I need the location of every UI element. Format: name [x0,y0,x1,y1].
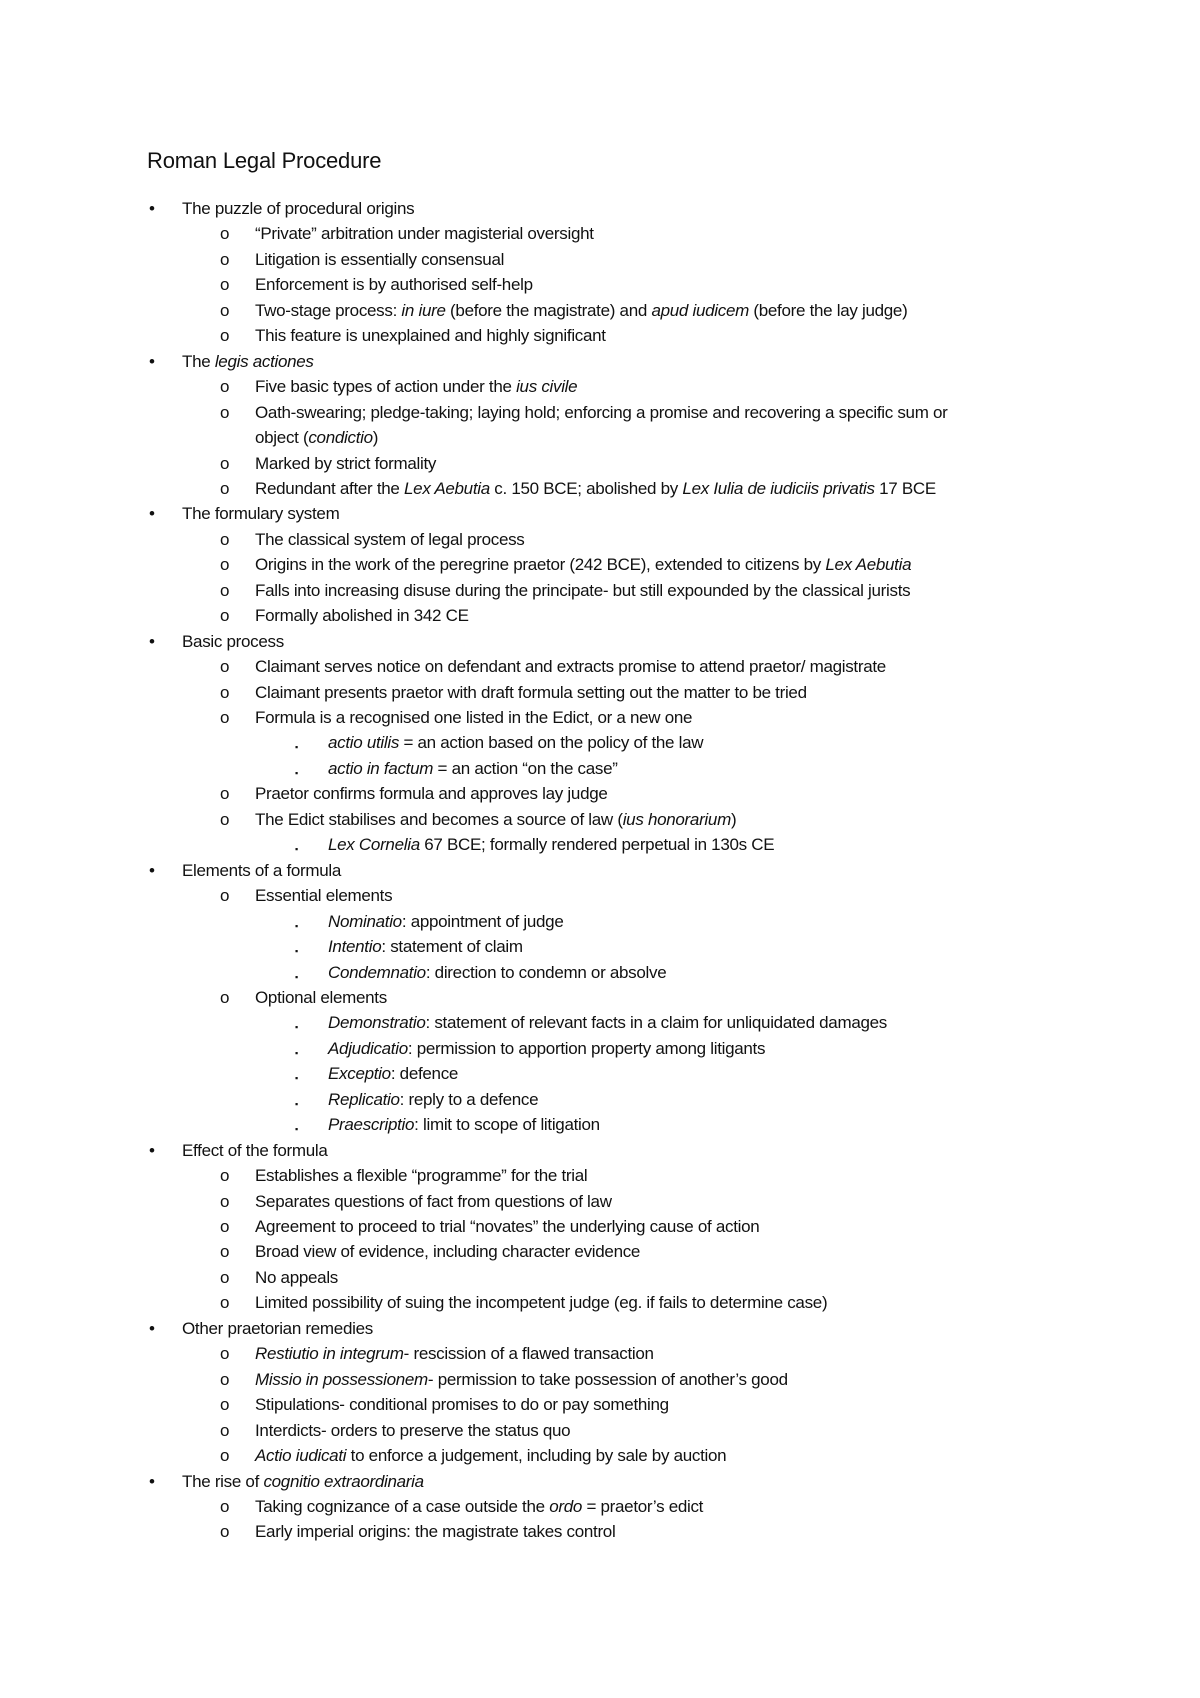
italic-text: Praescriptio [328,1115,415,1134]
outline-item-level-2 [255,1495,703,1519]
square-bullet-marker: ▪ [295,1048,299,1058]
italic-text: Lex Iulia de iudiciis privatis [682,479,875,498]
outline-item-level-2 [255,1444,726,1468]
sub-bullet-marker: o [220,581,230,600]
outline-item-level-2 [255,553,911,577]
text-segment: The classical system of legal process [255,530,525,549]
sub-bullet-marker: o [220,479,230,498]
italic-text: ordo [549,1497,583,1516]
sub-bullet-marker: o [220,326,230,345]
text-segment: Taking cognizance of a case outside the [255,1497,550,1516]
italic-text: Restiutio in integrum [255,1344,404,1363]
text-segment: Redundant after the [255,479,405,498]
sub-bullet-marker: o [220,810,230,829]
text-segment: c. 150 BCE; abolished by [489,479,683,498]
text-segment: Essential elements [255,886,393,905]
outline-item-level-2 [255,1164,587,1188]
outline-item-level-2 [255,248,504,272]
text-segment: ) [372,428,379,447]
outline-item-level-2 [255,1342,654,1366]
sub-bullet-marker: o [220,1497,230,1516]
italic-text: Lex Cornelia [328,835,420,854]
outline-item-level-3 [328,1037,765,1061]
sub-bullet-marker: o [220,1242,230,1261]
outline-item-level-3 [328,1011,887,1035]
outline-item-level-2 [255,986,387,1010]
text-segment: Claimant serves notice on defendant and extracts promise to attend praetor/ magistrate [255,657,886,676]
outline-item-level-1 [182,502,339,526]
text-segment: : defence [390,1064,459,1083]
outline-item-level-3 [328,731,703,755]
text-segment: : statement of claim [381,937,523,956]
outline-item-level-2 [255,324,606,348]
bullet-marker: • [149,1141,155,1160]
sub-bullet-marker: o [220,1192,230,1211]
sub-bullet-marker: o [220,1293,230,1312]
text-segment: Other praetorian remedies [182,1319,373,1338]
outline-item-level-2 [255,401,948,425]
outline-item-level-2 [255,655,886,679]
outline-item-level-2 [255,452,436,476]
text-segment: Falls into increasing disuse during the principate- but still expounded by the classical jurists [255,581,911,600]
italic-text: condictio [308,428,373,447]
text-segment: Stipulations- conditional promises to do or pay something [255,1395,669,1414]
text-segment: ) [730,810,737,829]
bullet-marker: • [149,632,155,651]
outline-item-level-3 [328,935,523,959]
square-bullet-marker: ▪ [295,742,299,752]
outline-item-level-3 [328,833,774,857]
sub-bullet-marker: o [220,1166,230,1185]
text-segment: object ( [255,428,309,447]
square-bullet-marker: ▪ [295,1022,299,1032]
italic-text: apud iudicem [651,301,749,320]
text-segment: : permission to apportion property among litigants [407,1039,766,1058]
text-segment: : direction to condemn or absolve [425,963,667,982]
text-segment: Interdicts- orders to preserve the status quo [255,1421,571,1440]
outline-item-level-2 [255,426,378,450]
outline-item-level-2 [255,1368,788,1392]
text-segment: 67 BCE; formally rendered perpetual in 130s CE [419,835,775,854]
sub-bullet-marker: o [220,1268,230,1287]
text-segment: Early imperial origins: the magistrate takes control [255,1522,616,1541]
square-bullet-marker: ▪ [295,1124,299,1134]
sub-bullet-marker: o [220,606,230,625]
outline-item-level-3 [328,757,618,781]
outline-item-level-2 [255,782,608,806]
outline-item-level-2 [255,1291,827,1315]
italic-text: Lex Aebutia [825,555,912,574]
text-segment: Marked by strict formality [255,454,437,473]
text-segment: No appeals [255,1268,339,1287]
sub-bullet-marker: o [220,1421,230,1440]
text-segment: : limit to scope of litigation [414,1115,600,1134]
text-segment: This feature is unexplained and highly significant [255,326,606,345]
outline-item-level-1 [182,859,341,883]
text-segment: - rescission of a flawed transaction [403,1344,654,1363]
sub-bullet-marker: o [220,1522,230,1541]
outline-item-level-2 [255,706,692,730]
outline-item-level-2 [255,273,533,297]
italic-text: Intentio [328,937,382,956]
text-segment: Formula is a recognised one listed in the Edict, or a new one [255,708,693,727]
text-segment: = an action “on the case” [433,759,618,778]
outline-item-level-2 [255,222,594,246]
text-segment: to enforce a judgement, including by sale by auction [346,1446,727,1465]
square-bullet-marker: ▪ [295,1073,299,1083]
outline-item-level-3 [328,1088,538,1112]
bullet-marker: • [149,352,155,371]
sub-bullet-marker: o [220,683,230,702]
text-segment: Optional elements [255,988,387,1007]
page-title: Roman Legal Procedure [147,148,382,173]
sub-bullet-marker: o [220,1344,230,1363]
text-segment: Formally abolished in 342 CE [255,606,469,625]
text-segment: The formulary system [182,504,340,523]
text-segment: (before the magistrate) and [445,301,652,320]
outline-item-level-1 [182,1317,373,1341]
text-segment: “Private” arbitration under magisterial oversight [255,224,594,243]
outline-item-level-1 [182,630,284,654]
text-segment: Agreement to proceed to trial “novates” the underlying cause of action [255,1217,760,1236]
sub-bullet-marker: o [220,530,230,549]
sub-bullet-marker: o [220,657,230,676]
text-segment: Enforcement is by authorised self-help [255,275,533,294]
italic-text: in iure [401,301,446,320]
text-segment: (before the lay judge) [748,301,908,320]
outline-item-level-2 [255,1190,612,1214]
text-segment: The [182,352,215,371]
sub-bullet-marker: o [220,784,230,803]
sub-bullet-marker: o [220,377,230,396]
outline-item-level-2 [255,1419,570,1443]
text-segment: Origins in the work of the peregrine praetor (242 BCE), extended to citizens by [255,555,826,574]
outline-item-level-3 [328,1062,458,1086]
italic-text: legis actiones [214,352,314,371]
outline-item-level-2 [255,1215,759,1239]
text-segment: : appointment of judge [401,912,564,931]
sub-bullet-marker: o [220,708,230,727]
text-segment: The Edict stabilises and becomes a source of law ( [255,810,623,829]
text-segment: The rise of [182,1472,264,1491]
text-segment: Effect of the formula [182,1141,328,1160]
text-segment: = an action based on the policy of the law [399,733,704,752]
text-segment: : reply to a defence [399,1090,539,1109]
outline-item-level-2 [255,604,469,628]
sub-bullet-marker: o [220,886,230,905]
text-segment: : statement of relevant facts in a claim for unliquidated damages [425,1013,887,1032]
italic-text: Nominatio [328,912,402,931]
bullet-marker: • [149,504,155,523]
italic-text: Adjudicatio [328,1039,408,1058]
square-bullet-marker: ▪ [295,844,299,854]
text-segment: Broad view of evidence, including character evidence [255,1242,641,1261]
outline-item-level-2 [255,1393,669,1417]
sub-bullet-marker: o [220,1446,230,1465]
text-segment: Praetor confirms formula and approves lay judge [255,784,608,803]
text-segment: The puzzle of procedural origins [182,199,415,218]
italic-text: actio utilis [328,733,400,752]
outline-item-level-2 [255,1520,615,1544]
italic-text: Exceptio [328,1064,391,1083]
sub-bullet-marker: o [220,555,230,574]
sub-bullet-marker: o [220,403,230,422]
outline-item-level-3 [328,961,666,985]
outline-item-level-1 [182,197,414,221]
text-segment: Five basic types of action under the [255,377,517,396]
outline-item-level-3 [328,910,563,934]
sub-bullet-marker: o [220,1370,230,1389]
sub-bullet-marker: o [220,1395,230,1414]
outline-item-level-2 [255,528,525,552]
text-segment: = praetor’s edict [582,1497,704,1516]
italic-text: actio in factum [328,759,434,778]
text-segment: Two-stage process: [255,301,402,320]
outline-item-level-2 [255,375,577,399]
text-segment: - permission to take possession of another’s good [427,1370,788,1389]
sub-bullet-marker: o [220,301,230,320]
text-segment: Oath-swearing; pledge-taking; laying hold; enforcing a promise and recovering a specific sum or [255,403,948,422]
italic-text: Condemnatio [328,963,426,982]
bullet-marker: • [149,861,155,880]
outline-item-level-2 [255,1266,338,1290]
text-segment: 17 BCE [874,479,936,498]
outline-item-level-2 [255,884,392,908]
italic-text: ius civile [516,377,578,396]
outline-item-level-2 [255,681,807,705]
outline-item-level-1 [182,350,314,374]
bullet-marker: • [149,1472,155,1491]
sub-bullet-marker: o [220,275,230,294]
outline-item-level-2 [255,299,907,323]
text-segment: Basic process [182,632,284,651]
square-bullet-marker: ▪ [295,921,299,931]
square-bullet-marker: ▪ [295,946,299,956]
sub-bullet-marker: o [220,988,230,1007]
sub-bullet-marker: o [220,250,230,269]
italic-text: ius honorarium [622,810,731,829]
italic-text: Missio in possessionem [255,1370,428,1389]
text-segment: Litigation is essentially consensual [255,250,505,269]
italic-text: Actio iudicati [255,1446,347,1465]
square-bullet-marker: ▪ [295,1099,299,1109]
outline-item-level-2 [255,477,936,501]
italic-text: Replicatio [328,1090,400,1109]
text-segment: Limited possibility of suing the incompetent judge (eg. if fails to determine case) [255,1293,828,1312]
italic-text: Demonstratio [328,1013,426,1032]
text-segment: Claimant presents praetor with draft formula setting out the matter to be tried [255,683,807,702]
bullet-marker: • [149,199,155,218]
text-segment: Elements of a formula [182,861,342,880]
outline-item-level-1 [182,1470,424,1494]
bullet-marker: • [149,1319,155,1338]
outline-item-level-3 [328,1113,600,1137]
outline-item-level-2 [255,1240,640,1264]
text-segment: Establishes a flexible “programme” for the trial [255,1166,588,1185]
square-bullet-marker: ▪ [295,768,299,778]
sub-bullet-marker: o [220,454,230,473]
italic-text: Lex Aebutia [404,479,490,498]
square-bullet-marker: ▪ [295,972,299,982]
italic-text: cognitio extraordinaria [263,1472,424,1491]
outline-item-level-2 [255,808,736,832]
text-segment: Separates questions of fact from questions of law [255,1192,612,1211]
outline-item-level-1 [182,1139,328,1163]
outline-item-level-2 [255,579,910,603]
sub-bullet-marker: o [220,224,230,243]
sub-bullet-marker: o [220,1217,230,1236]
